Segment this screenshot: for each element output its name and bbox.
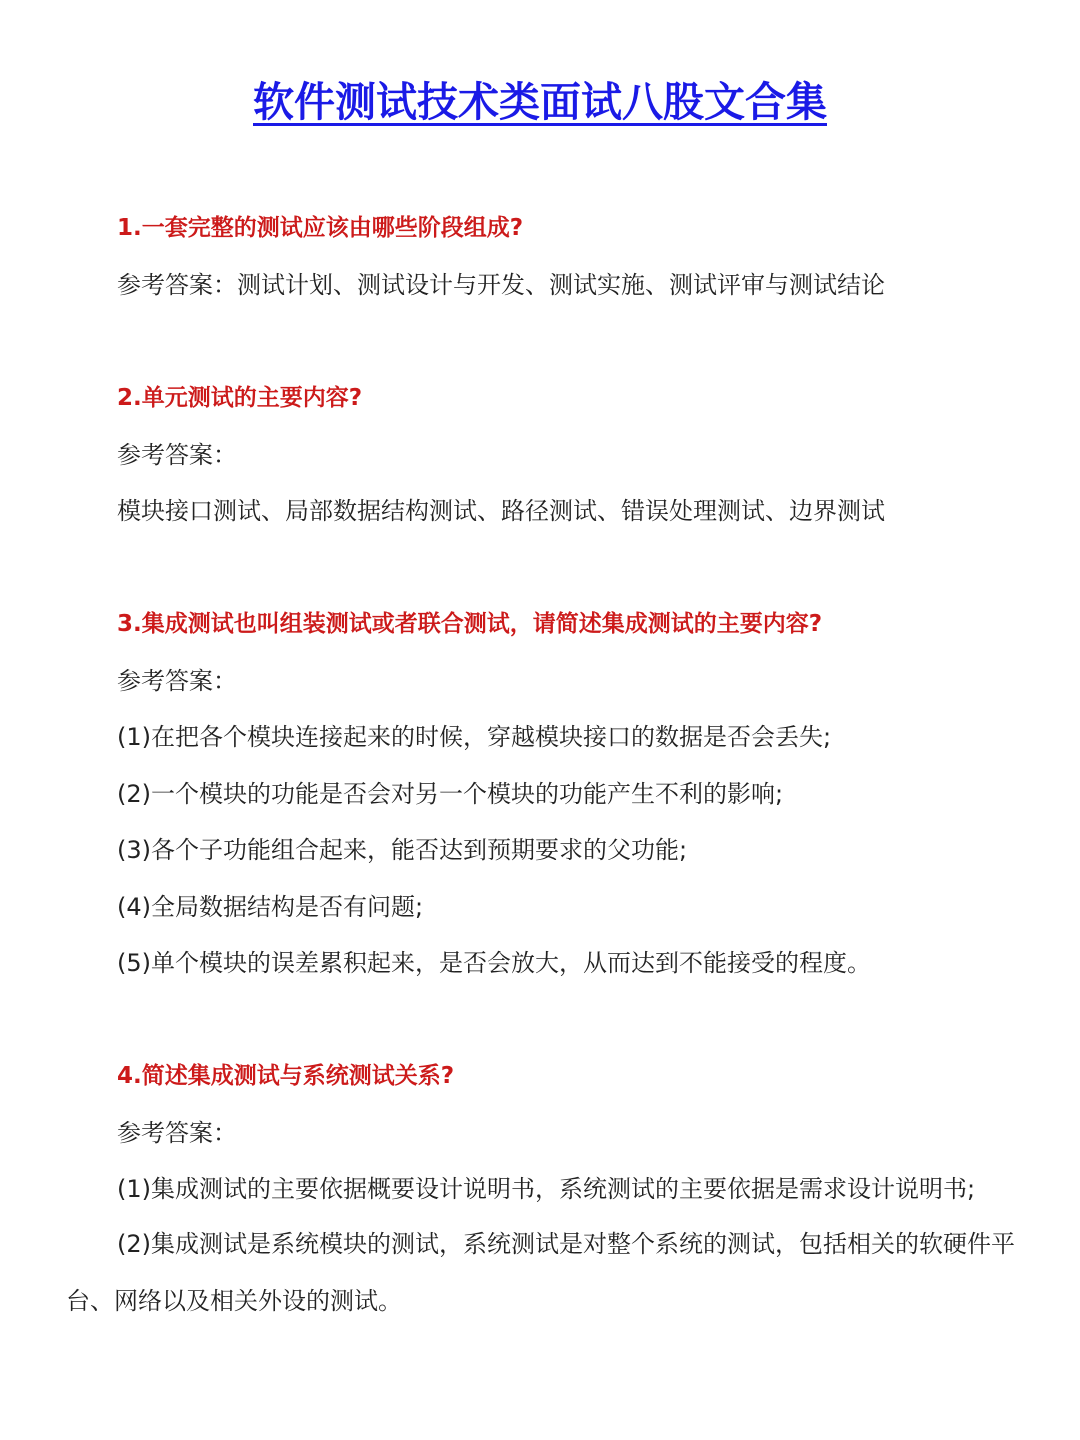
answer-1: 参考答案：测试计划、测试设计与开发、测试实施、测试评审与测试结论 (117, 271, 885, 299)
answer-4-item: (2)集成测试是系统模块的测试，系统测试是对整个系统的测试，包括相关的软硬件平台、网络以及相关外设的测试。 (66, 1230, 1015, 1315)
answer-4-label: 参考答案： (117, 1119, 237, 1147)
answer-3-item: (3)各个子功能组合起来，能否达到预期要求的父功能; (117, 836, 688, 864)
question-1: 1.一套完整的测试应该由哪些阶段组成? (117, 215, 524, 241)
question-4: 4.简述集成测试与系统测试关系? (117, 1063, 455, 1089)
page-title: 软件测试技术类面试八股文合集 (253, 78, 827, 126)
answer-3-item: (1)在把各个模块连接起来的时候，穿越模块接口的数据是否会丢失; (117, 723, 832, 751)
answer-4-item: (1)集成测试的主要依据概要设计说明书，系统测试的主要依据是需求设计说明书; (117, 1175, 976, 1203)
answer-3-item: (4)全局数据结构是否有问题; (117, 893, 424, 921)
question-3: 3.集成测试也叫组装测试或者联合测试，请简述集成测试的主要内容? (117, 611, 823, 637)
answer-3-item: (5)单个模块的误差累积起来，是否会放大，从而达到不能接受的程度。 (117, 949, 871, 977)
answer-3-item: (2)一个模块的功能是否会对另一个模块的功能产生不利的影响; (117, 780, 784, 808)
answer-3-label: 参考答案： (117, 667, 237, 695)
answer-2-label: 参考答案： (117, 441, 237, 469)
question-2: 2.单元测试的主要内容? (117, 385, 363, 411)
answer-2: 模块接口测试、局部数据结构测试、路径测试、错误处理测试、边界测试 (117, 497, 885, 525)
